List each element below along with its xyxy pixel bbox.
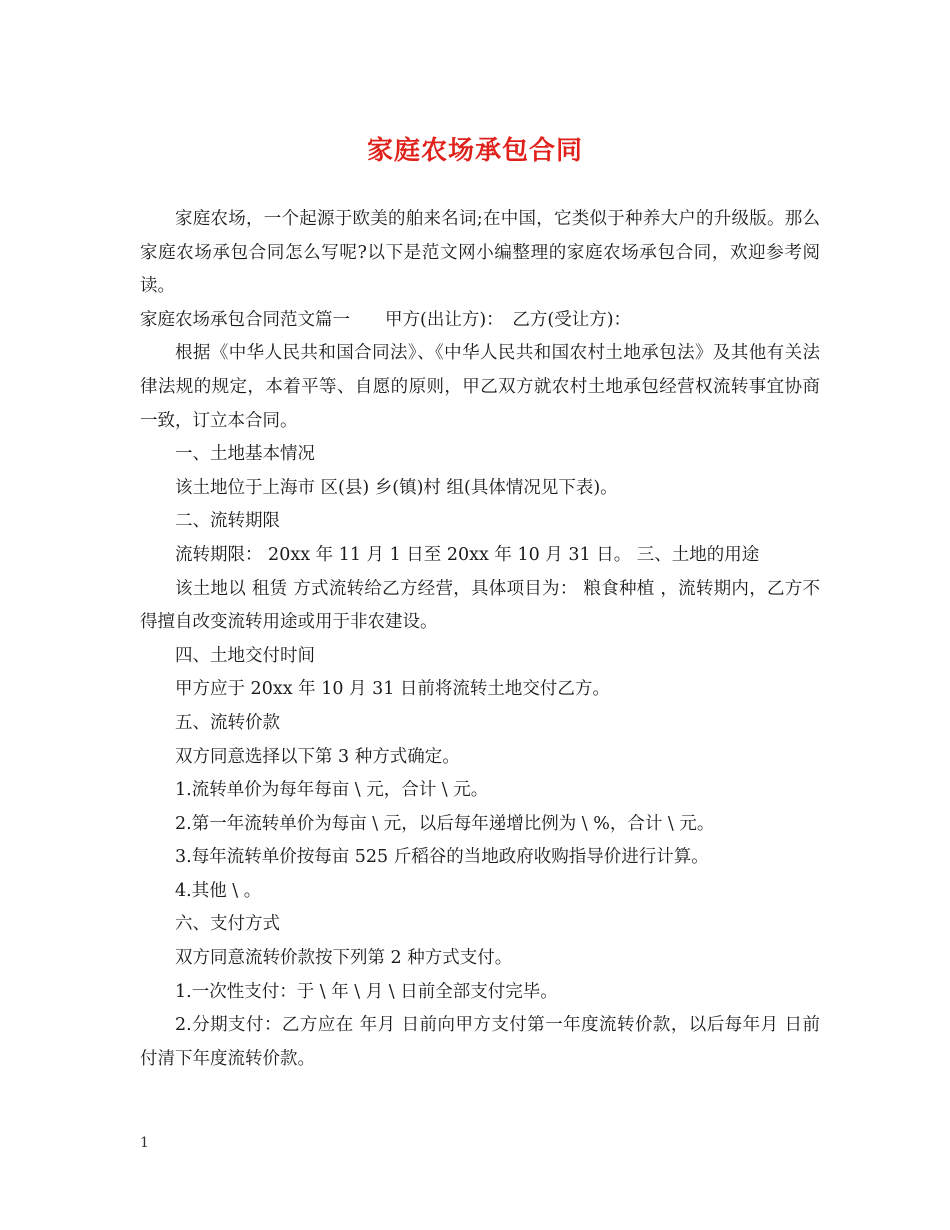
- paragraph: 双方同意流转价款按下列第 2 种方式支付。: [175, 948, 513, 969]
- paragraph: 根据《中华人民共和国合同法》、《中华人民共和国农村土地承包法》及其他有关法律法规的规定，本着平等、自愿的原则，甲乙双方就农村土地承包经营权流转事宜协商一致，订立本合同。: [140, 343, 820, 431]
- page-number: 1: [140, 1135, 149, 1151]
- section-heading: 二、流转期限: [175, 511, 280, 532]
- section-heading: 五、流转价款: [175, 712, 280, 733]
- list-item: 3.每年流转单价按每亩 525 斤稻谷的当地政府收购指导价进行计算。: [175, 847, 709, 868]
- list-item: 1.一次性支付：于 \ 年 \ 月 \ 日前全部支付完毕。: [175, 981, 558, 1002]
- list-item: 4.其他 \ 。: [175, 880, 262, 901]
- paragraph: 甲方应于 20xx 年 10 月 31 日前将流转土地交付乙方。: [175, 679, 610, 700]
- list-item: 2.分期支付：乙方应在 年月 日前向甲方支付第一年度流转价款，以后每年月 日前付清下年度流转价款。: [140, 1015, 820, 1069]
- paragraph: 双方同意选择以下第 3 种方式确定。: [175, 746, 460, 767]
- document-body: [140, 203, 820, 1076]
- paragraph: 家庭农场承包合同范文篇一 甲方(出让方)： 乙方(受让方)：: [140, 309, 632, 330]
- section-heading: 六、支付方式: [175, 914, 280, 935]
- list-item: 2.第一年流转单价为每亩 \ 元，以后每年递增比例为 \ %，合计 \ 元。: [175, 813, 715, 834]
- document-title: 家庭农场承包合同: [366, 136, 583, 166]
- paragraph: 该土地位于上海市 区(县) 乡(镇)村 组(具体情况见下表)。: [175, 477, 618, 498]
- paragraph: 家庭农场，一个起源于欧美的舶来名词;在中国，它类似于种养大户的升级版。那么家庭农场承包合同怎么写呢?以下是范文网小编整理的家庭农场承包合同，欢迎参考阅读。: [140, 209, 820, 297]
- paragraph: 该土地以 租赁 方式流转给乙方经营，具体项目为： 粮食种植 ，流转期内，乙方不得擅自改变流转用途或用于非农建设。: [140, 578, 820, 633]
- paragraph: 流转期限： 20xx 年 11 月 1 日至 20xx 年 10 月 31 日。 三、土地的用途: [175, 544, 760, 565]
- list-item: 1.流转单价为每年每亩 \ 元，合计 \ 元。: [175, 780, 489, 801]
- section-heading: 四、土地交付时间: [175, 645, 315, 666]
- section-heading: 一、土地基本情况: [175, 444, 315, 465]
